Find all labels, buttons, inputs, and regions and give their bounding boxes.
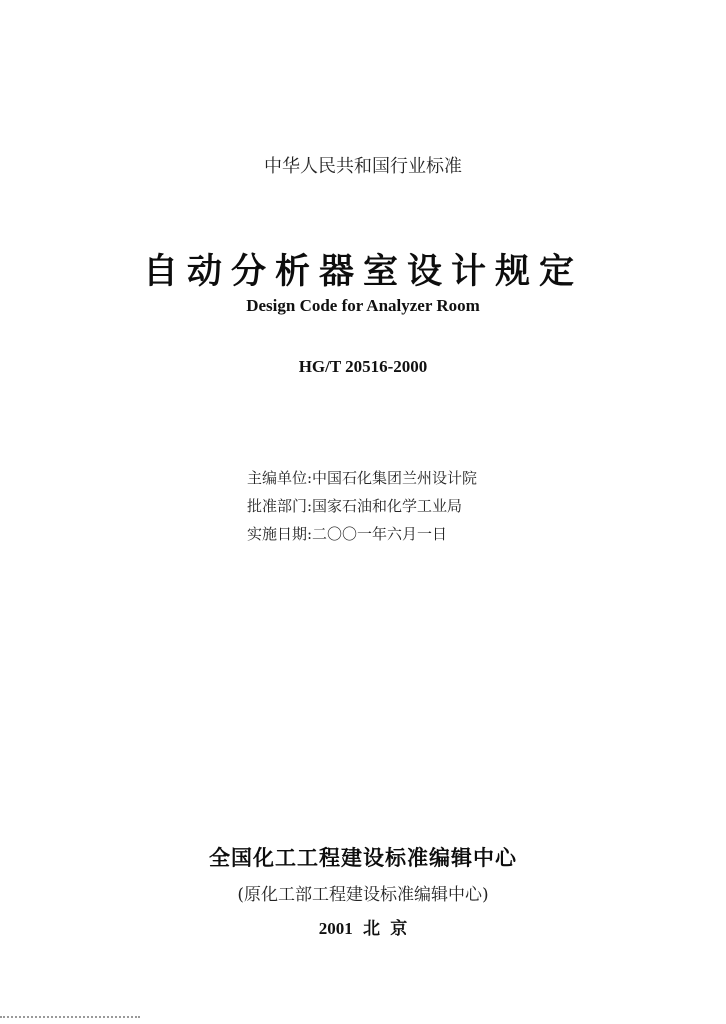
approval-department: 批准部门:国家石油和化学工业局: [247, 497, 463, 515]
publication-year-place: 2001 北 京: [318, 919, 408, 938]
standard-series-label: 中华人民共和国行业标准: [264, 156, 462, 177]
editor-unit: 主编单位:中国石化集团兰州设计院: [247, 469, 478, 487]
document-title-english: Design Code for Analyzer Room: [246, 296, 480, 315]
document-title-chinese: 自动分析器室设计规定: [142, 252, 583, 292]
scan-edge-mark: [0, 1016, 140, 1024]
effective-date: 实施日期:二〇〇一年六月一日: [247, 525, 448, 543]
standard-code: HG/T 20516-2000: [298, 357, 428, 376]
publisher-name: 全国化工工程建设标准编辑中心: [209, 846, 517, 870]
publisher-former-name: (原化工部工程建设标准编辑中心): [237, 885, 489, 905]
